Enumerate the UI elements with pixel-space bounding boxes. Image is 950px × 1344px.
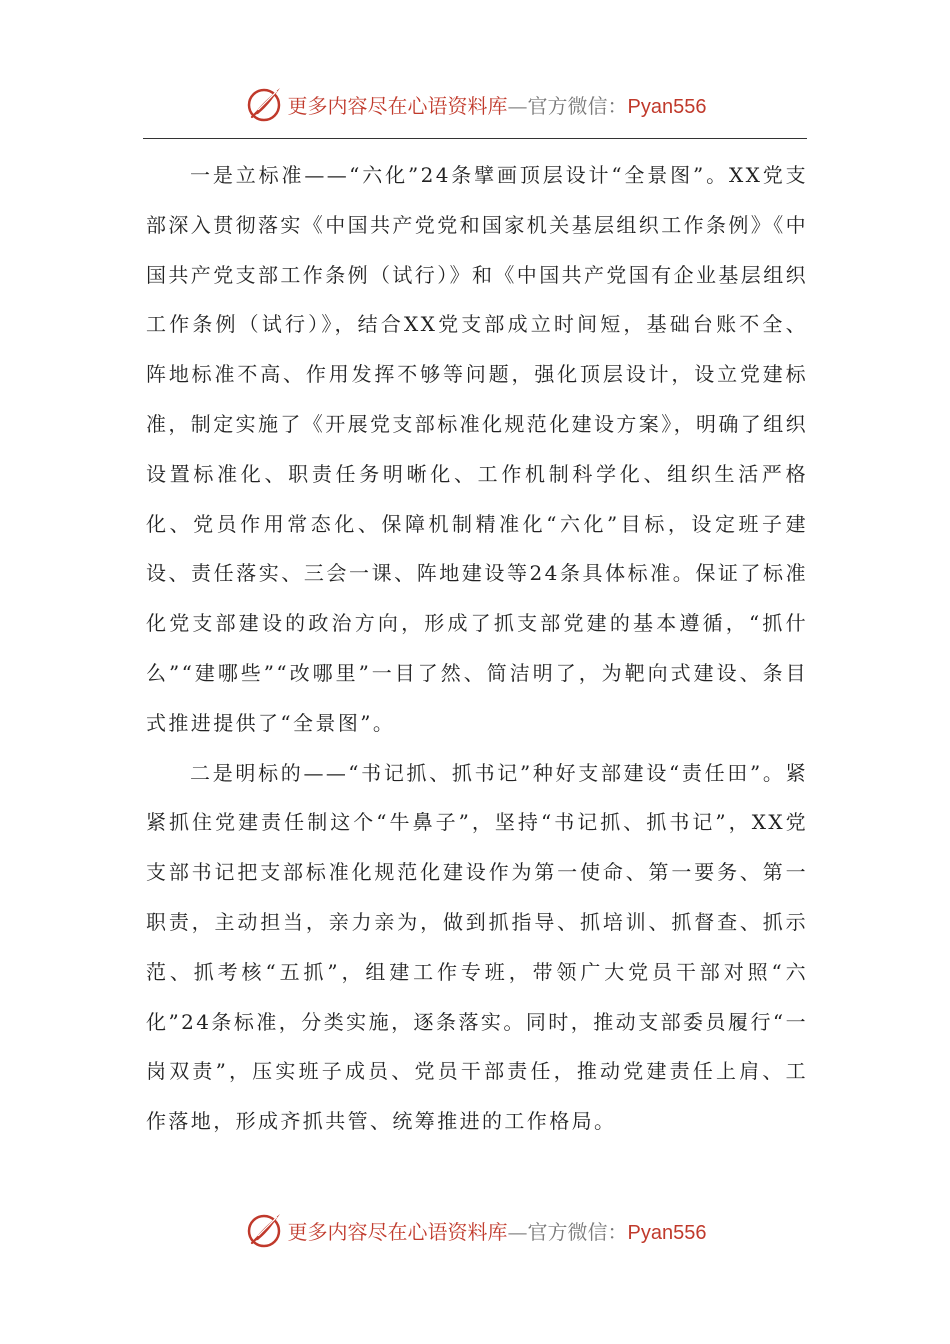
footer-banner-id: Pyan556 [627, 1221, 707, 1244]
footer-banner-wechat: 官方微信： [527, 1219, 628, 1244]
feather-pen-logo-icon [244, 84, 284, 124]
document-body [146, 151, 808, 1147]
header-banner-main: 更多内容尽在心语资料库 [287, 93, 508, 118]
footer-banner-inner [244, 1210, 707, 1250]
footer-banner-dash: — [507, 1219, 528, 1244]
footer-banner-text [288, 1216, 707, 1245]
header-banner-id: Pyan556 [627, 95, 707, 118]
header-banner-wechat: 官方微信： [527, 93, 628, 118]
paragraph-2: 二是明标的——“书记抓、抓书记”种好支部建设“责任田”。紧紧抓住党建责任制这个“牛鼻子”，坚持“书记抓、抓书记”，XX党支部书记把支部标准化规范化建设作为第一使命、第一要务、第一职责，主动担当，亲力亲为，做到抓指导、抓培训、抓督查、抓示范、抓考核“五抓”，组建工作专班，带领广大党员干部对照“六化”24条标准，分类实施，逐条落实。同时，推动支部委员履行“一岗双责”，压实班子成员、党员干部责任，推动党建责任上肩、工作落地，形成齐抓共管、统筹推进的工作格局。 [146, 760, 808, 1134]
footer-banner [0, 1208, 950, 1252]
header-banner-inner [244, 84, 707, 124]
header-banner [0, 82, 950, 126]
feather-pen-logo-icon [244, 1210, 284, 1250]
paragraph-1: 一是立标准——“六化”24条擘画顶层设计“全景图”。XX党支部深入贯彻落实《中国共产党党和国家机关基层组织工作条例》《中国共产党支部工作条例（试行）》和《中国共产党国有企业基层组织工作条例（试行）》，结合XX党支部成立时间短，基础台账不全、阵地标准不高、作用发挥不够等问题，强化顶层设计，设立党建标准，制定实施了《开展党支部标准化规范化建设方案》，明确了组织设置标准化、职责任务明晰化、工作机制科学化、组织生活严格化、党员作用常态化、保障机制精准化“六化”目标，设定班子建设、责任落实、三会一课、阵地建设等24条具体标准。保证了标准化党支部建设的政治方向，形成了抓支部党建的基本遵循，“抓什么”“建哪些”“改哪里”一目了然、简洁明了，为靶向式建设、条目式推进提供了“全景图”。 [146, 163, 808, 735]
footer-banner-main: 更多内容尽在心语资料库 [287, 1219, 508, 1244]
header-rule [143, 138, 807, 139]
header-banner-dash: — [507, 93, 528, 118]
header-banner-text [288, 90, 707, 119]
